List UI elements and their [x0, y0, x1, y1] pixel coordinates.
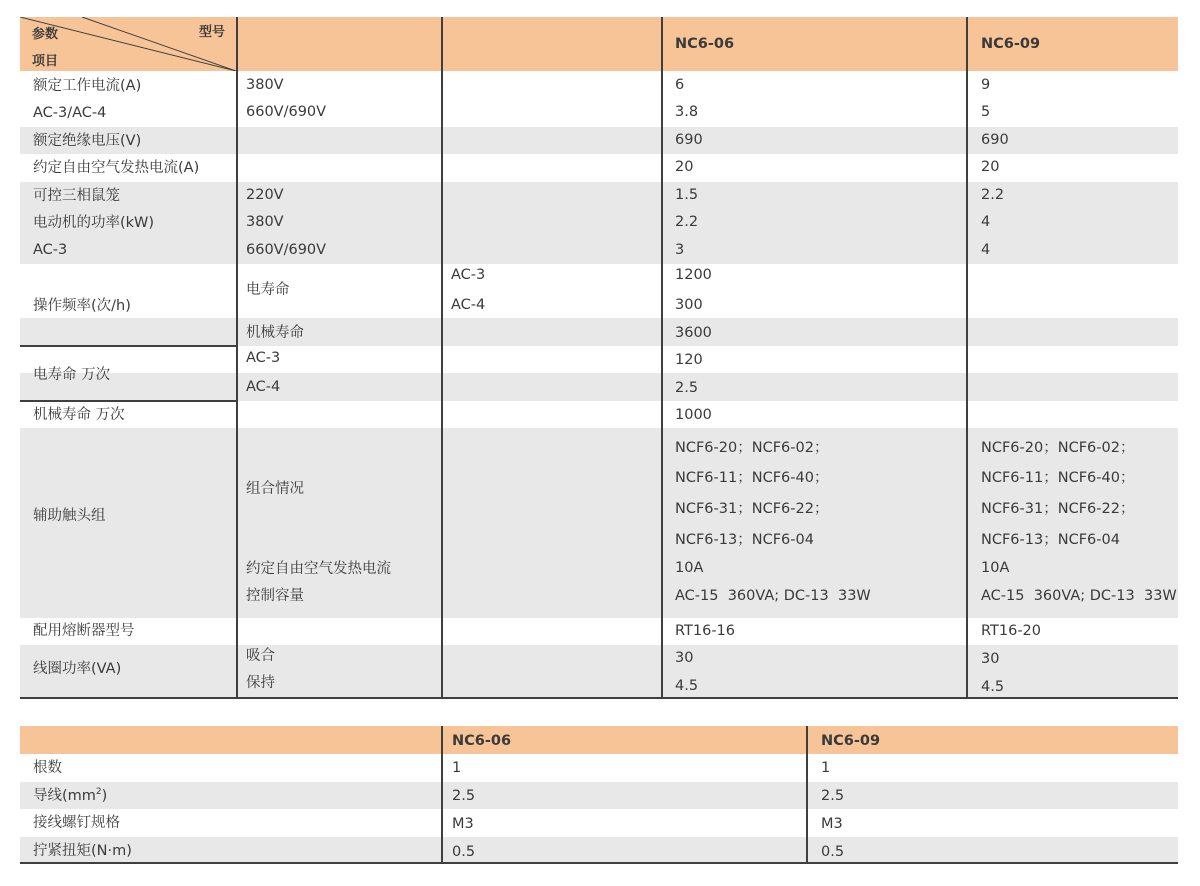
- cell-sublabel: 组合情况: [246, 481, 304, 497]
- cell-sublabel: 约定自由空气发热电流: [246, 561, 391, 577]
- row-stripe: [20, 837, 1178, 863]
- corner-param-label: 参数: [32, 27, 59, 42]
- cell-category: AC-4: [451, 297, 486, 313]
- cell-value: 3600: [675, 325, 712, 341]
- cell-sublabel: 机械寿命: [246, 325, 304, 341]
- model-header-2: NC6-09: [981, 36, 1041, 52]
- table-bottom-rule: [20, 862, 1178, 864]
- cell-category: AC-3: [246, 350, 281, 366]
- row-label: 可控三相鼠笼: [33, 188, 120, 204]
- column-rule: [806, 726, 808, 863]
- cell-category: AC-3: [451, 267, 486, 283]
- cell-value: 9: [981, 77, 991, 93]
- row-label: 机械寿命 万次: [33, 407, 125, 423]
- cell-value: 20: [675, 159, 694, 175]
- row-label: 辅助触头组: [33, 508, 106, 524]
- cell-value: M3: [452, 816, 474, 832]
- cell-voltage: 660V/690V: [246, 242, 327, 258]
- cell-value: 0.5: [452, 844, 476, 860]
- combo-line: NCF6-13；NCF6-04: [675, 532, 814, 548]
- cell-value: 3.8: [675, 104, 699, 120]
- cell-value: 30: [981, 651, 1000, 667]
- cell-value: RT16-20: [981, 623, 1042, 639]
- cell-value: 300: [675, 297, 703, 313]
- wire-label-text: 导线(mm: [33, 788, 96, 804]
- cell-sublabel: 控制容量: [246, 588, 304, 604]
- row-label: 配用熔断器型号: [33, 623, 135, 639]
- cell-voltage: 660V/690V: [246, 104, 327, 120]
- cell-value: 4.5: [981, 679, 1005, 695]
- cell-value: 2.2: [675, 214, 699, 230]
- cell-value: 120: [675, 352, 703, 368]
- cell-value: 1: [452, 760, 462, 776]
- cell-voltage: 380V: [246, 77, 284, 93]
- superscript-2: 2: [95, 787, 102, 798]
- cell-value: 10A: [675, 560, 704, 576]
- cell-value: 5: [981, 104, 991, 120]
- cell-value: 6: [675, 77, 685, 93]
- table-header-band: [20, 726, 1178, 754]
- wire-label-suffix: ): [101, 788, 108, 804]
- corner-model-label: 型号: [199, 25, 226, 40]
- combo-line: NCF6-20；NCF6-02；: [981, 440, 1135, 456]
- cell-value: 2.5: [821, 788, 845, 804]
- cell-value: 2.5: [675, 380, 699, 396]
- model-header-1: NC6-06: [675, 36, 735, 52]
- cell-value: 690: [675, 132, 703, 148]
- row-label: 线圈功率(VA): [33, 661, 122, 677]
- row-label: 操作频率(次/h): [33, 298, 131, 314]
- cell-value: 10A: [981, 560, 1010, 576]
- model-header-1: NC6-06: [452, 733, 512, 749]
- column-rule: [441, 726, 443, 863]
- combo-line: NCF6-31；NCF6-22；: [981, 501, 1135, 517]
- cell-value: 1000: [675, 407, 712, 423]
- cell-sublabel: 吸合: [246, 648, 275, 664]
- cell-value: 4: [981, 242, 991, 258]
- cell-value: 2.5: [452, 788, 476, 804]
- cell-value: 2.2: [981, 187, 1005, 203]
- cell-voltage: 220V: [246, 187, 284, 203]
- row-label: AC-3: [33, 242, 68, 258]
- cell-value: 30: [675, 650, 694, 666]
- cell-value: 1: [821, 760, 831, 776]
- row-label: 约定自由空气发热电流(A): [33, 160, 200, 176]
- cell-voltage: 380V: [246, 214, 284, 230]
- cell-value: 1.5: [675, 187, 699, 203]
- row-label: 拧紧扭矩(N·m): [33, 843, 132, 859]
- model-header-2: NC6-09: [821, 733, 881, 749]
- row-label: 电动机的功率(kW): [33, 215, 155, 231]
- combo-line: NCF6-11；NCF6-40；: [981, 470, 1135, 486]
- cell-value: 0.5: [821, 844, 845, 860]
- cell-value: 1200: [675, 267, 712, 283]
- row-label: 电寿命 万次: [33, 367, 111, 383]
- cell-category: AC-4: [246, 379, 281, 395]
- combo-line: NCF6-11；NCF6-40；: [675, 470, 829, 486]
- combo-line: NCF6-13；NCF6-04: [981, 532, 1120, 548]
- cell-value: AC-15 360VA; DC-13 33W: [675, 588, 871, 604]
- cell-value: 4: [981, 214, 991, 230]
- cell-value: 3: [675, 242, 685, 258]
- row-label: AC-3/AC-4: [33, 105, 107, 121]
- row-label: 根数: [33, 760, 62, 776]
- cell-value: RT16-16: [675, 623, 736, 639]
- row-label: 接线螺钉规格: [33, 815, 120, 831]
- corner-item-label: 项目: [32, 54, 59, 69]
- cell-sublabel: 保持: [246, 675, 275, 691]
- cell-value: 690: [981, 132, 1009, 148]
- row-stripe: [20, 782, 1178, 809]
- row-label: 额定绝缘电压(V): [33, 133, 142, 149]
- combo-line: NCF6-31；NCF6-22；: [675, 501, 829, 517]
- cell-value: 20: [981, 159, 1000, 175]
- cell-value: AC-15 360VA; DC-13 33W: [981, 588, 1177, 604]
- combo-line: NCF6-20；NCF6-02；: [675, 440, 829, 456]
- cell-value: 4.5: [675, 678, 699, 694]
- cell-sublabel: 电寿命: [246, 282, 290, 298]
- row-label: [33, 787, 107, 805]
- cell-value: M3: [821, 816, 843, 832]
- row-label: 额定工作电流(A): [33, 78, 142, 94]
